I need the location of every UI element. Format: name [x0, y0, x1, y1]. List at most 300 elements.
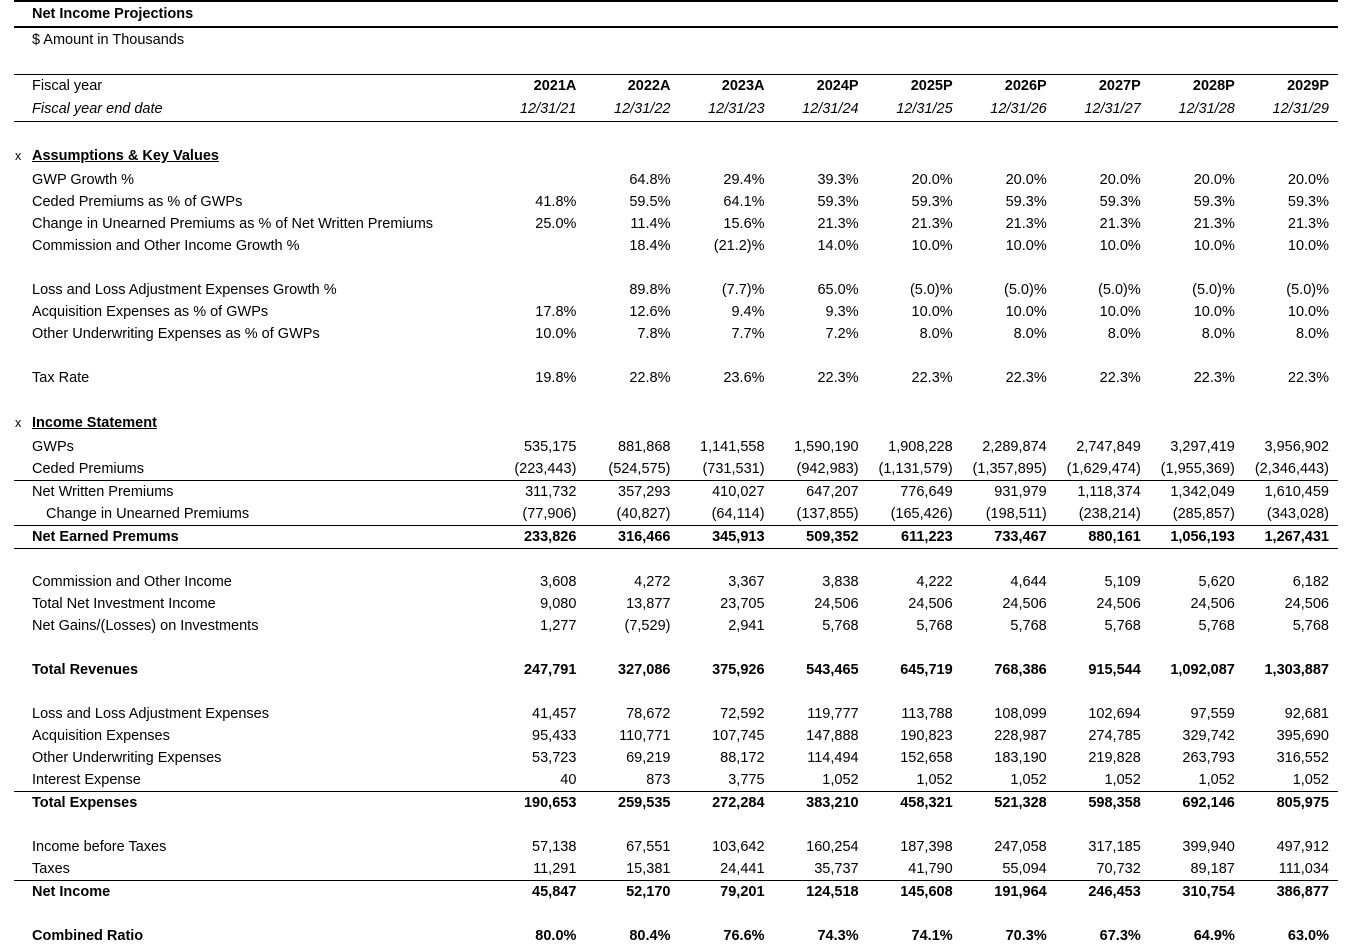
spacer-cell — [28, 814, 491, 836]
outline-gutter — [14, 637, 28, 659]
gwps-value-2: 1,141,558 — [700, 439, 765, 455]
change-unearned-premiums-pct-value-8: 21.3% — [1287, 216, 1329, 232]
ceded-premiums-value-5: (1,357,895) — [962, 458, 1056, 481]
empty-cell — [962, 814, 1056, 836]
commission-and-other-income-value-5: 4,644 — [1010, 574, 1047, 590]
empty-cell — [774, 903, 868, 925]
combined-ratio-value-5: 70.3% — [1005, 928, 1047, 944]
spacer-row — [14, 681, 1338, 703]
other-underwriting-expenses-value-8: 316,552 — [1276, 750, 1329, 766]
commission-and-other-income-label: Commission and Other Income — [32, 574, 232, 590]
taxes-value-2: 24,441 — [679, 858, 773, 881]
loss-lae-growth-value-0 — [491, 279, 585, 301]
acquisition-expenses-value-6: 274,785 — [1088, 728, 1141, 744]
outline-gutter — [14, 367, 28, 389]
empty-cell — [679, 52, 773, 75]
empty-cell — [1150, 411, 1244, 436]
outline-gutter — [14, 881, 28, 904]
income-before-taxes-value-6: 317,185 — [1088, 839, 1141, 855]
empty-cell — [1244, 903, 1338, 925]
loss-lae-growth-value-4: (5.0)% — [909, 282, 953, 298]
table-row — [14, 481, 1338, 504]
total-expenses-value-4: 458,321 — [900, 795, 953, 811]
other-underwriting-expenses-pct-label: Other Underwriting Expenses as % of GWPs — [32, 326, 320, 342]
empty-cell — [1056, 345, 1150, 367]
total-expenses-value-3: 383,210 — [806, 795, 859, 811]
total-net-investment-income-value-2: 23,705 — [720, 596, 765, 612]
income-statement-section-title-text: Income Statement — [32, 415, 157, 431]
outline-toggle-assumptions[interactable]: x — [15, 149, 22, 163]
units-note — [28, 27, 491, 52]
empty-cell — [774, 814, 868, 836]
acquisition-expenses-label: Acquisition Expenses — [32, 728, 170, 744]
net-income-value-3: 124,518 — [806, 884, 859, 900]
empty-cell — [962, 52, 1056, 75]
net-gains-losses-on-investments-value-1: (7,529) — [624, 618, 671, 634]
income-statement-section-header — [14, 411, 1338, 436]
total-revenues-value-6: 915,544 — [1088, 662, 1141, 678]
acquisition-expenses-pct-value-3: 9.3% — [825, 304, 859, 320]
title-pad-cell — [491, 1, 585, 27]
commission-and-other-income-value-0: 3,608 — [540, 574, 577, 590]
total-revenues-value-2: 375,926 — [712, 662, 765, 678]
commission-and-other-income-value-4: 4,222 — [916, 574, 953, 590]
empty-cell — [1150, 144, 1244, 169]
spacer-row — [14, 903, 1338, 925]
commission-other-income-growth-value-1: 18.4% — [629, 238, 671, 254]
empty-cell — [1150, 814, 1244, 836]
empty-cell — [679, 637, 773, 659]
table-row — [14, 747, 1338, 769]
empty-cell — [1150, 389, 1244, 411]
empty-cell — [1056, 549, 1150, 572]
empty-cell — [962, 345, 1056, 367]
total-revenues-value-8: 1,303,887 — [1264, 662, 1329, 678]
outline-gutter — [14, 301, 28, 323]
loss-lae-growth-label: Loss and Loss Adjustment Expenses Growth % — [32, 282, 337, 298]
outline-gutter — [14, 122, 28, 145]
acquisition-expenses-value-1: 110,771 — [619, 728, 671, 744]
empty-cell — [1056, 411, 1150, 436]
acquisition-expenses-pct-value-6: 10.0% — [1099, 304, 1141, 320]
outline-gutter — [14, 593, 28, 615]
acquisition-expenses-pct-value-7: 10.0% — [1193, 304, 1235, 320]
empty-cell — [1150, 122, 1244, 145]
net-earned-premiums-value-6: 880,161 — [1056, 526, 1150, 549]
column-header-year-6: 2027P — [1056, 75, 1150, 99]
income-before-taxes-value-3: 160,254 — [806, 839, 859, 855]
units-note-text: $ Amount in Thousands — [32, 32, 185, 48]
interest-expense-value-6: 1,052 — [1056, 769, 1150, 792]
total-revenues-value-1: 327,086 — [618, 662, 671, 678]
empty-cell — [1150, 637, 1244, 659]
net-gains-losses-on-investments-value-4: 5,768 — [916, 618, 953, 634]
loss-and-lae-value-0: 41,457 — [532, 706, 577, 722]
outline-gutter — [14, 526, 28, 549]
title-pad-cell — [1244, 1, 1338, 27]
empty-cell — [774, 637, 868, 659]
empty-cell — [491, 52, 585, 75]
ceded-premiums-label: Ceded Premiums — [28, 458, 491, 481]
empty-cell — [868, 122, 962, 145]
change-in-unearned-premiums-value-5: (198,511) — [962, 503, 1056, 526]
combined-ratio-value-3: 74.3% — [817, 928, 859, 944]
net-earned-premiums-value-2: 345,913 — [679, 526, 773, 549]
empty-cell — [1244, 549, 1338, 572]
net-gains-losses-on-investments-value-5: 5,768 — [1010, 618, 1047, 634]
tax-rate-value-5: 22.3% — [1005, 370, 1047, 386]
other-underwriting-expenses-pct-value-4: 8.0% — [919, 326, 953, 342]
empty-cell — [962, 122, 1056, 145]
empty-cell — [1056, 144, 1150, 169]
net-earned-premiums-value-3: 509,352 — [774, 526, 868, 549]
fiscal-year-header-row — [14, 75, 1338, 99]
net-earned-premiums-label: Net Earned Premums — [28, 526, 491, 549]
title-pad-cell — [1150, 1, 1244, 27]
spacer-cell — [28, 52, 491, 75]
income-before-taxes-value-7: 399,940 — [1182, 839, 1235, 855]
loss-and-lae-label: Loss and Loss Adjustment Expenses — [32, 706, 269, 722]
table-row — [14, 458, 1338, 481]
column-header-date-6: 12/31/27 — [1056, 98, 1150, 122]
ceded-premiums-pct-value-5: 59.3% — [1005, 194, 1047, 210]
income-before-taxes-value-8: 497,912 — [1276, 839, 1329, 855]
column-header-date-5: 12/31/26 — [962, 98, 1056, 122]
other-underwriting-expenses-value-3: 114,494 — [807, 750, 859, 766]
column-header-date-4: 12/31/25 — [868, 98, 962, 122]
net-written-premiums-value-3: 647,207 — [806, 484, 859, 500]
gwp-growth-value-3: 39.3% — [817, 172, 859, 188]
empty-cell — [491, 637, 585, 659]
commission-other-income-growth-value-2: (21.2)% — [713, 238, 765, 254]
commission-and-other-income-value-7: 5,620 — [1198, 574, 1235, 590]
other-underwriting-expenses-value-4: 152,658 — [900, 750, 953, 766]
ceded-premiums-pct-value-0: 41.8% — [535, 194, 577, 210]
fiscal-year-label: Fiscal year — [28, 75, 491, 99]
change-unearned-premiums-pct-value-0: 25.0% — [535, 216, 577, 232]
empty-cell — [491, 122, 585, 145]
total-revenues-value-0: 247,791 — [523, 662, 577, 678]
loss-lae-growth-value-1: 89.8% — [629, 282, 671, 298]
table-row — [14, 659, 1338, 681]
gwps-value-0: 535,175 — [523, 439, 577, 455]
empty-cell — [1150, 903, 1244, 925]
ceded-premiums-value-8: (2,346,443) — [1244, 458, 1338, 481]
table-row — [14, 615, 1338, 637]
fiscal-year-end-label: Fiscal year end date — [28, 98, 491, 122]
empty-cell — [1056, 52, 1150, 75]
net-written-premiums-value-1: 357,293 — [618, 484, 671, 500]
acquisition-expenses-pct-value-0: 17.8% — [535, 304, 577, 320]
total-expenses-value-7: 692,146 — [1182, 795, 1235, 811]
net-written-premiums-value-8: 1,610,459 — [1264, 484, 1329, 500]
table-row — [14, 235, 1338, 257]
empty-cell — [1056, 122, 1150, 145]
empty-cell — [868, 681, 962, 703]
empty-cell — [962, 549, 1056, 572]
net-earned-premiums-value-0: 233,826 — [491, 526, 585, 549]
outline-gutter — [14, 279, 28, 301]
change-unearned-premiums-pct-value-1: 11.4% — [630, 216, 671, 232]
column-header-year-3: 2024P — [774, 75, 868, 99]
outline-gutter — [14, 481, 28, 504]
empty-cell — [1244, 257, 1338, 279]
empty-cell — [868, 345, 962, 367]
income-before-taxes-label: Income before Taxes — [32, 839, 167, 855]
empty-cell — [679, 411, 773, 436]
empty-cell — [1244, 814, 1338, 836]
acquisition-expenses-value-5: 228,987 — [994, 728, 1047, 744]
outline-gutter — [14, 792, 28, 815]
empty-cell — [585, 637, 679, 659]
outline-gutter — [14, 27, 28, 52]
table-row — [14, 792, 1338, 815]
gwps-value-1: 881,868 — [618, 439, 671, 455]
total-net-investment-income-value-8: 24,506 — [1284, 596, 1329, 612]
empty-cell — [491, 903, 585, 925]
empty-cell — [491, 257, 585, 279]
spacer-row — [14, 257, 1338, 279]
units-pad-cell — [1244, 27, 1338, 52]
loss-and-lae-value-1: 78,672 — [626, 706, 671, 722]
empty-cell — [962, 681, 1056, 703]
acquisition-expenses-value-8: 395,690 — [1276, 728, 1329, 744]
ceded-premiums-value-1: (524,575) — [585, 458, 679, 481]
empty-cell — [868, 549, 962, 572]
ceded-premiums-pct-value-3: 59.3% — [817, 194, 859, 210]
empty-cell — [868, 903, 962, 925]
taxes-value-4: 41,790 — [868, 858, 962, 881]
total-expenses-value-2: 272,284 — [712, 795, 765, 811]
table-row — [14, 323, 1338, 345]
empty-cell — [962, 903, 1056, 925]
empty-cell — [1150, 681, 1244, 703]
change-in-unearned-premiums-value-0: (77,906) — [491, 503, 585, 526]
combined-ratio-value-8: 63.0% — [1287, 928, 1329, 944]
spacer-cell — [28, 345, 491, 367]
gwps-value-4: 1,908,228 — [888, 439, 953, 455]
change-unearned-premiums-pct-value-7: 21.3% — [1193, 216, 1235, 232]
net-income-value-7: 310,754 — [1182, 884, 1235, 900]
change-in-unearned-premiums-value-3: (137,855) — [774, 503, 868, 526]
interest-expense-value-0: 40 — [491, 769, 585, 792]
total-revenues-value-7: 1,092,087 — [1170, 662, 1235, 678]
empty-cell — [585, 389, 679, 411]
net-income-value-6: 246,453 — [1088, 884, 1141, 900]
outline-gutter — [14, 681, 28, 703]
net-written-premiums-value-0: 311,732 — [525, 484, 577, 500]
empty-cell — [1244, 389, 1338, 411]
combined-ratio-label: Combined Ratio — [32, 928, 144, 944]
empty-cell — [774, 389, 868, 411]
title-pad-cell — [868, 1, 962, 27]
tax-rate-value-7: 22.3% — [1193, 370, 1235, 386]
ceded-premiums-pct-value-1: 59.5% — [629, 194, 671, 210]
outline-gutter — [14, 503, 28, 526]
spacer-cell — [28, 389, 491, 411]
ceded-premiums-pct-value-6: 59.3% — [1099, 194, 1141, 210]
outline-gutter — [14, 903, 28, 925]
income-before-taxes-value-0: 57,138 — [532, 839, 577, 855]
empty-cell — [1244, 411, 1338, 436]
ceded-premiums-value-7: (1,955,369) — [1150, 458, 1244, 481]
units-pad-cell — [774, 27, 868, 52]
net-written-premiums-value-4: 776,649 — [900, 484, 953, 500]
change-in-unearned-premiums-value-8: (343,028) — [1244, 503, 1338, 526]
spacer-row — [14, 122, 1338, 145]
empty-cell — [962, 257, 1056, 279]
net-earned-premiums-value-4: 611,223 — [868, 526, 962, 549]
other-underwriting-expenses-value-2: 88,172 — [720, 750, 765, 766]
other-underwriting-expenses-pct-value-7: 8.0% — [1201, 326, 1235, 342]
net-income-label: Net Income — [32, 884, 111, 900]
income-before-taxes-value-4: 187,398 — [900, 839, 953, 855]
change-unearned-premiums-pct-value-2: 15.6% — [723, 216, 765, 232]
other-underwriting-expenses-pct-value-5: 8.0% — [1013, 326, 1047, 342]
units-pad-cell — [962, 27, 1056, 52]
empty-cell — [585, 144, 679, 169]
other-underwriting-expenses-pct-value-6: 8.0% — [1107, 326, 1141, 342]
empty-cell — [868, 144, 962, 169]
spacer-cell — [28, 122, 491, 145]
total-net-investment-income-value-0: 9,080 — [540, 596, 577, 612]
other-underwriting-expenses-value-1: 69,219 — [626, 750, 671, 766]
table-row — [14, 769, 1338, 792]
empty-cell — [491, 144, 585, 169]
empty-cell — [491, 411, 585, 436]
gwp-growth-value-5: 20.0% — [1005, 172, 1047, 188]
taxes-value-0: 11,291 — [491, 858, 585, 881]
commission-other-income-growth-value-5: 10.0% — [1005, 238, 1047, 254]
empty-cell — [774, 52, 868, 75]
spacer-row — [14, 549, 1338, 572]
fiscal-year-end-header-row — [14, 98, 1338, 122]
net-income-projections-table — [14, 0, 1338, 947]
empty-cell — [1244, 52, 1338, 75]
column-header-year-2: 2023A — [679, 75, 773, 99]
column-header-date-0: 12/31/21 — [491, 98, 585, 122]
empty-cell — [679, 549, 773, 572]
other-underwriting-expenses-pct-value-0: 10.0% — [535, 326, 577, 342]
tax-rate-value-8: 22.3% — [1287, 370, 1329, 386]
empty-cell — [774, 549, 868, 572]
tax-rate-label: Tax Rate — [32, 370, 90, 386]
outline-gutter — [14, 191, 28, 213]
outline-gutter — [14, 747, 28, 769]
empty-cell — [1244, 122, 1338, 145]
other-underwriting-expenses-label: Other Underwriting Expenses — [32, 750, 222, 766]
net-income-value-1: 52,170 — [626, 884, 671, 900]
ceded-premiums-value-2: (731,531) — [679, 458, 773, 481]
units-pad-cell — [868, 27, 962, 52]
empty-cell — [962, 637, 1056, 659]
column-header-date-2: 12/31/23 — [679, 98, 773, 122]
column-header-date-8: 12/31/29 — [1244, 98, 1338, 122]
total-expenses-value-0: 190,653 — [523, 795, 577, 811]
empty-cell — [1056, 637, 1150, 659]
empty-cell — [491, 814, 585, 836]
commission-other-income-growth-label: Commission and Other Income Growth % — [32, 238, 300, 254]
interest-expense-value-4: 1,052 — [868, 769, 962, 792]
table-row — [14, 593, 1338, 615]
commission-and-other-income-value-2: 3,367 — [728, 574, 765, 590]
table-row — [14, 169, 1338, 191]
loss-lae-growth-value-3: 65.0% — [817, 282, 859, 298]
spacer-row — [14, 345, 1338, 367]
empty-cell — [1056, 814, 1150, 836]
acquisition-expenses-pct-value-5: 10.0% — [1005, 304, 1047, 320]
tax-rate-value-6: 22.3% — [1099, 370, 1141, 386]
ceded-premiums-value-0: (223,443) — [491, 458, 585, 481]
outline-gutter — [14, 858, 28, 881]
outline-gutter — [14, 836, 28, 858]
assumptions-section-title-text: Assumptions & Key Values — [32, 148, 219, 164]
empty-cell — [1150, 549, 1244, 572]
gwp-growth-value-8: 20.0% — [1287, 172, 1329, 188]
empty-cell — [585, 681, 679, 703]
title-pad-cell — [679, 1, 773, 27]
empty-cell — [1056, 903, 1150, 925]
table-row — [14, 436, 1338, 458]
title-pad-cell — [962, 1, 1056, 27]
title-pad-cell — [774, 1, 868, 27]
ceded-premiums-value-3: (942,983) — [774, 458, 868, 481]
taxes-value-1: 15,381 — [585, 858, 679, 881]
empty-cell — [774, 345, 868, 367]
empty-cell — [774, 257, 868, 279]
loss-and-lae-value-5: 108,099 — [994, 706, 1047, 722]
net-gains-losses-on-investments-value-0: 1,277 — [540, 618, 577, 634]
empty-cell — [679, 144, 773, 169]
commission-and-other-income-value-1: 4,272 — [634, 574, 671, 590]
spacer-row — [14, 637, 1338, 659]
tax-rate-value-3: 22.3% — [817, 370, 859, 386]
commission-other-income-growth-value-6: 10.0% — [1099, 238, 1141, 254]
net-written-premiums-value-5: 931,979 — [994, 484, 1047, 500]
ceded-premiums-pct-value-2: 64.1% — [723, 194, 765, 210]
empty-cell — [679, 681, 773, 703]
page-title — [28, 1, 491, 27]
combined-ratio-value-7: 64.9% — [1193, 928, 1235, 944]
total-net-investment-income-value-6: 24,506 — [1096, 596, 1141, 612]
combined-ratio-value-6: 67.3% — [1099, 928, 1141, 944]
empty-cell — [491, 345, 585, 367]
outline-gutter — [14, 75, 28, 99]
net-written-premiums-label: Net Written Premiums — [32, 484, 174, 500]
change-in-unearned-premiums-value-4: (165,426) — [868, 503, 962, 526]
outline-gutter — [14, 235, 28, 257]
net-income-value-8: 386,877 — [1276, 884, 1329, 900]
empty-cell — [868, 814, 962, 836]
other-underwriting-expenses-pct-value-3: 7.2% — [825, 326, 859, 342]
empty-cell — [679, 257, 773, 279]
table-row — [14, 925, 1338, 947]
net-written-premiums-value-2: 410,027 — [712, 484, 765, 500]
title-pad-cell — [585, 1, 679, 27]
empty-cell — [962, 144, 1056, 169]
commission-other-income-growth-value-7: 10.0% — [1193, 238, 1235, 254]
empty-cell — [774, 122, 868, 145]
empty-cell — [585, 903, 679, 925]
spacer-cell — [28, 257, 491, 279]
ceded-premiums-value-6: (1,629,474) — [1056, 458, 1150, 481]
column-header-year-7: 2028P — [1150, 75, 1244, 99]
column-header-year-5: 2026P — [962, 75, 1056, 99]
tax-rate-value-4: 22.3% — [911, 370, 953, 386]
outline-toggle-income-statement[interactable]: x — [15, 416, 22, 430]
outline-gutter — [14, 814, 28, 836]
empty-cell — [585, 52, 679, 75]
